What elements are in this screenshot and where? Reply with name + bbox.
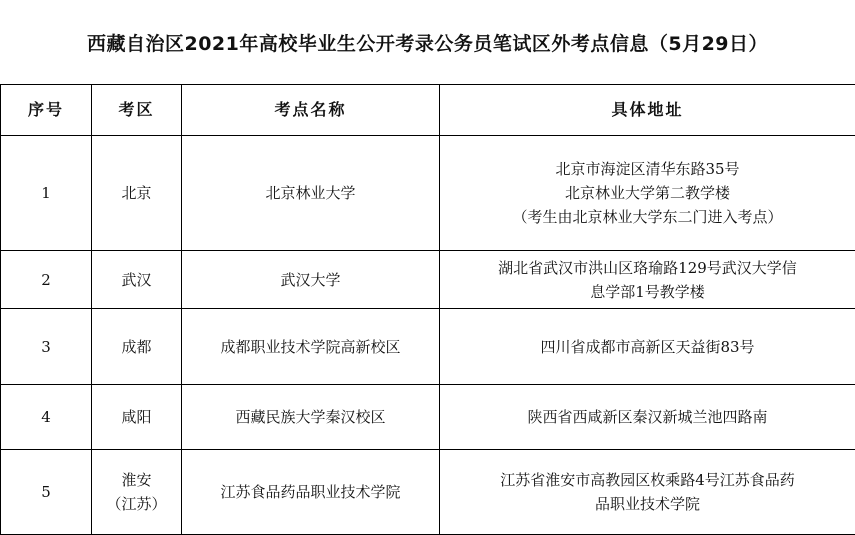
row-index: 2	[1, 251, 92, 309]
header-index: 序号	[1, 85, 92, 136]
row-address: 湖北省武汉市洪山区珞瑜路129号武汉大学信 息学部1号教学楼	[440, 251, 855, 309]
row-region: 武汉	[92, 251, 182, 309]
header-address: 具体地址	[440, 85, 855, 136]
row-address: 北京市海淀区清华东路35号 北京林业大学第二教学楼 （考生由北京林业大学东二门进入考点）	[440, 136, 855, 251]
row-region: 北京	[92, 136, 182, 251]
header-region: 考区	[92, 85, 182, 136]
table-row	[1, 251, 855, 309]
row-region: 淮安 （江苏）	[92, 450, 182, 535]
page-title: 西藏自治区2021年高校毕业生公开考录公务员笔试区外考点信息（5月29日）	[0, 0, 855, 84]
table-row	[1, 385, 855, 450]
row-address: 江苏省淮安市高教园区枚乘路4号江苏食品药 品职业技术学院	[440, 450, 855, 535]
row-index: 5	[1, 450, 92, 535]
row-address: 陕西省西咸新区秦汉新城兰池四路南	[440, 385, 855, 450]
row-site: 北京林业大学	[182, 136, 440, 251]
table-row	[1, 450, 855, 535]
table-row	[1, 136, 855, 251]
table-row	[1, 309, 855, 385]
row-site: 江苏食品药品职业技术学院	[182, 450, 440, 535]
row-address: 四川省成都市高新区天益街83号	[440, 309, 855, 385]
header-site: 考点名称	[182, 85, 440, 136]
row-site: 武汉大学	[182, 251, 440, 309]
table-header-row	[1, 85, 855, 136]
row-region: 成都	[92, 309, 182, 385]
row-index: 3	[1, 309, 92, 385]
exam-site-table	[0, 84, 855, 535]
row-site: 成都职业技术学院高新校区	[182, 309, 440, 385]
row-region: 咸阳	[92, 385, 182, 450]
row-index: 1	[1, 136, 92, 251]
row-site: 西藏民族大学秦汉校区	[182, 385, 440, 450]
row-index: 4	[1, 385, 92, 450]
